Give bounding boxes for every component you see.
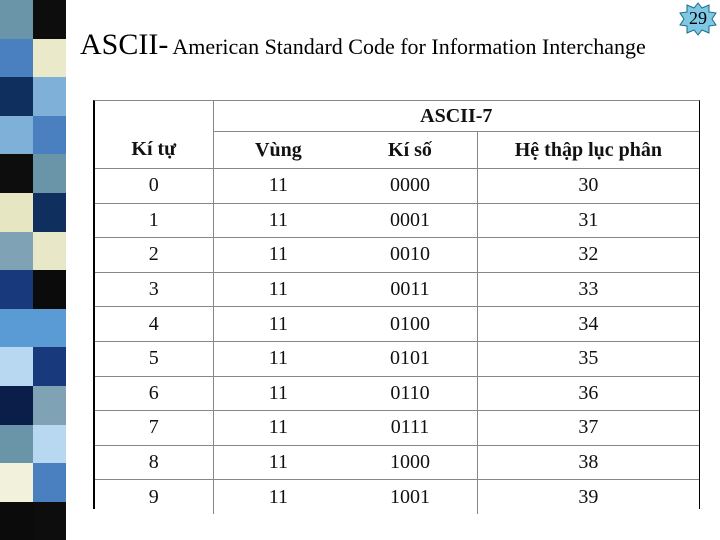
table-cell: 0001 (343, 203, 477, 238)
stripe-block (0, 154, 33, 193)
stripe-block (0, 347, 33, 386)
table-cell: 11 (213, 445, 343, 480)
table-cell: 0101 (343, 341, 477, 376)
ascii-table (95, 101, 699, 514)
stripe-block (0, 0, 33, 39)
stripe-block (33, 425, 66, 464)
stripe-block (33, 502, 66, 540)
stripe-block (33, 0, 66, 39)
table-cell: 0100 (343, 307, 477, 342)
stripe-block (33, 270, 66, 309)
table-cell: 11 (213, 238, 343, 273)
table-group-header-row (95, 101, 699, 132)
table-cell: 9 (95, 480, 213, 514)
table-row (95, 411, 699, 446)
stripe-block (0, 463, 33, 502)
stripe-block (33, 463, 66, 502)
table-cell: 31 (477, 203, 699, 238)
table-cell: 11 (213, 203, 343, 238)
slide-number-badge (678, 2, 718, 36)
table-cell: 32 (477, 238, 699, 273)
table-row (95, 169, 699, 204)
table-header-row (95, 132, 699, 169)
stripe-block (33, 232, 66, 271)
stripe-column-right (33, 0, 66, 540)
table-cell: 2 (95, 238, 213, 273)
stripe-block (33, 386, 66, 425)
table-cell: 11 (213, 169, 343, 204)
column-header: Vùng (255, 138, 302, 161)
stripe-block (33, 116, 66, 155)
table-cell: 0 (95, 169, 213, 204)
table-row (95, 341, 699, 376)
stripe-block (0, 77, 33, 116)
stripe-block (0, 502, 33, 540)
table-cell: 35 (477, 341, 699, 376)
table-cell: 5 (95, 341, 213, 376)
stripe-block (33, 154, 66, 193)
title-main: ASCII- (80, 28, 169, 61)
table-row (95, 238, 699, 273)
page-title (80, 28, 646, 62)
table-row (95, 376, 699, 411)
table-cell: 1000 (343, 445, 477, 480)
table-cell: 6 (95, 376, 213, 411)
stripe-block (33, 347, 66, 386)
table-cell: 8 (95, 445, 213, 480)
table-cell: 11 (213, 376, 343, 411)
ascii-table-container (93, 100, 700, 509)
table-cell: 0000 (343, 169, 477, 204)
decorative-stripe (0, 0, 66, 540)
table-cell: 39 (477, 480, 699, 514)
stripe-column-left (0, 0, 33, 540)
table-cell: 11 (213, 341, 343, 376)
table-body (95, 169, 699, 514)
table-cell: 0010 (343, 238, 477, 273)
table-cell: 0011 (343, 272, 477, 307)
stripe-block (0, 425, 33, 464)
table-group-header: ASCII-7 (213, 101, 699, 132)
table-row (95, 445, 699, 480)
table-cell: 1 (95, 203, 213, 238)
table-cell: 11 (213, 411, 343, 446)
table-cell: 0110 (343, 376, 477, 411)
table-cell: 3 (95, 272, 213, 307)
table-row (95, 480, 699, 514)
column-header: Kí tự (95, 132, 213, 169)
table-cell: 7 (95, 411, 213, 446)
table-row (95, 272, 699, 307)
table-row (95, 203, 699, 238)
stripe-block (0, 386, 33, 425)
table-cell: 1001 (343, 480, 477, 514)
table-cell: 11 (213, 307, 343, 342)
table-cell: 4 (95, 307, 213, 342)
table-cell: 36 (477, 376, 699, 411)
table-header-spacer (95, 101, 213, 132)
table-cell: 38 (477, 445, 699, 480)
stripe-block (0, 232, 33, 271)
table-cell: 0111 (343, 411, 477, 446)
table-cell: 33 (477, 272, 699, 307)
table-cell: 37 (477, 411, 699, 446)
slide-number: 29 (689, 8, 707, 28)
table-cell: 34 (477, 307, 699, 342)
table-cell: 11 (213, 480, 343, 514)
stripe-block (0, 116, 33, 155)
stripe-block (0, 193, 33, 232)
stripe-block (33, 309, 66, 348)
title-subtitle: American Standard Code for Information Interchange (172, 34, 646, 59)
stripe-block (0, 309, 33, 348)
table-row (95, 307, 699, 342)
column-header: Hệ thập lục phân (514, 138, 663, 161)
table-cell: 30 (477, 169, 699, 204)
table-cell: 11 (213, 272, 343, 307)
column-header: Kí số (343, 132, 477, 169)
stripe-block (33, 193, 66, 232)
stripe-block (0, 270, 33, 309)
stripe-block (33, 77, 66, 116)
stripe-block (0, 39, 33, 78)
stripe-block (33, 39, 66, 78)
